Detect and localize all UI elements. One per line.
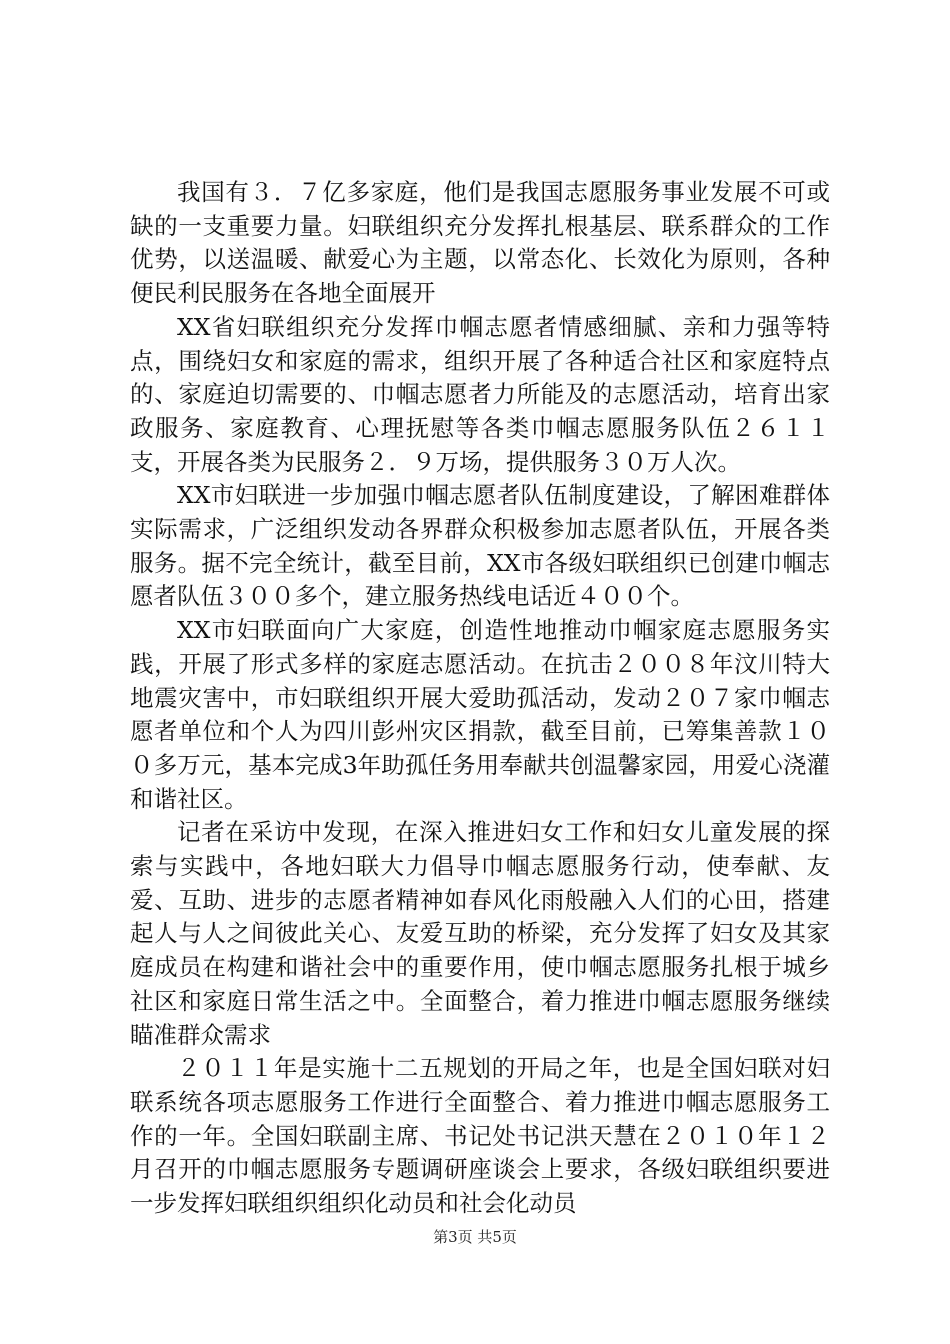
paragraph-6: ２０１１年是实施十二五规划的开局之年，也是全国妇联对妇联系统各项志愿服务工作进行全面整合、着力推进巾帼志愿服务工作的一年。全国妇联副主席、书记处书记洪天慧在２０１０年１２月召开的巾帼志愿服务专题调研座谈会上要求，各级妇联组织要进一步发挥妇联组织组织化动员和社会化动员 (130, 1054, 830, 1218)
paragraph-2: XX省妇联组织充分发挥巾帼志愿者情感细腻、亲和力强等特点，围绕妇女和家庭的需求，组织开展了各种适合社区和家庭特点的、家庭迫切需要的、巾帼志愿者力所能及的志愿活动，培育出家政服务、家庭教育、心理抚慰等各类巾帼志愿服务队伍２６１１支，开展各类为民服务２．９万场，提供服务３０万人次。 (130, 312, 830, 476)
paragraph-3: XX市妇联进一步加强巾帼志愿者队伍制度建设，了解困难群体实际需求，广泛组织发动各界群众积极参加志愿者队伍，开展各类服务。据不完全统计，截至目前，XX市各级妇联组织已创建巾帼志愿者队伍３００多个，建立服务热线电话近４００个。 (130, 481, 830, 611)
paragraph-4: XX市妇联面向广大家庭，创造性地推动巾帼家庭志愿服务实践，开展了形式多样的家庭志愿活动。在抗击２００８年汶川特大地震灾害中，市妇联组织开展大爱助孤活动，发动２０７家巾帼志愿者单位和个人为四川彭州灾区捐款，截至目前，已筹集善款１００多万元，基本完成3年助孤任务用奉献共创温馨家园，用爱心浇灌和谐社区。 (130, 616, 830, 813)
paragraph-5: 记者在采访中发现，在深入推进妇女工作和妇女儿童发展的探索与实践中，各地妇联大力倡导巾帼志愿服务行动，使奉献、友爱、互助、进步的志愿者精神如春风化雨般融入人们的心田，搭建起人与人之间彼此关心、友爱互助的桥梁，充分发挥了妇女及其家庭成员在构建和谐社会中的重要作用，使巾帼志愿服务扎根于城乡社区和家庭日常生活之中。全面整合，着力推进巾帼志愿服务继续瞄准群众需求 (130, 818, 830, 1049)
body-text (130, 176, 830, 1221)
paragraph-1: 我国有３．７亿多家庭，他们是我国志愿服务事业发展不可或缺的一支重要力量。妇联组织充分发挥扎根基层、联系群众的工作优势，以送温暖、献爱心为主题，以常态化、长效化为原则，各种便民利民服务在各地全面展开 (130, 178, 830, 308)
page-footer: 第3页 共5页 (433, 1228, 517, 1246)
